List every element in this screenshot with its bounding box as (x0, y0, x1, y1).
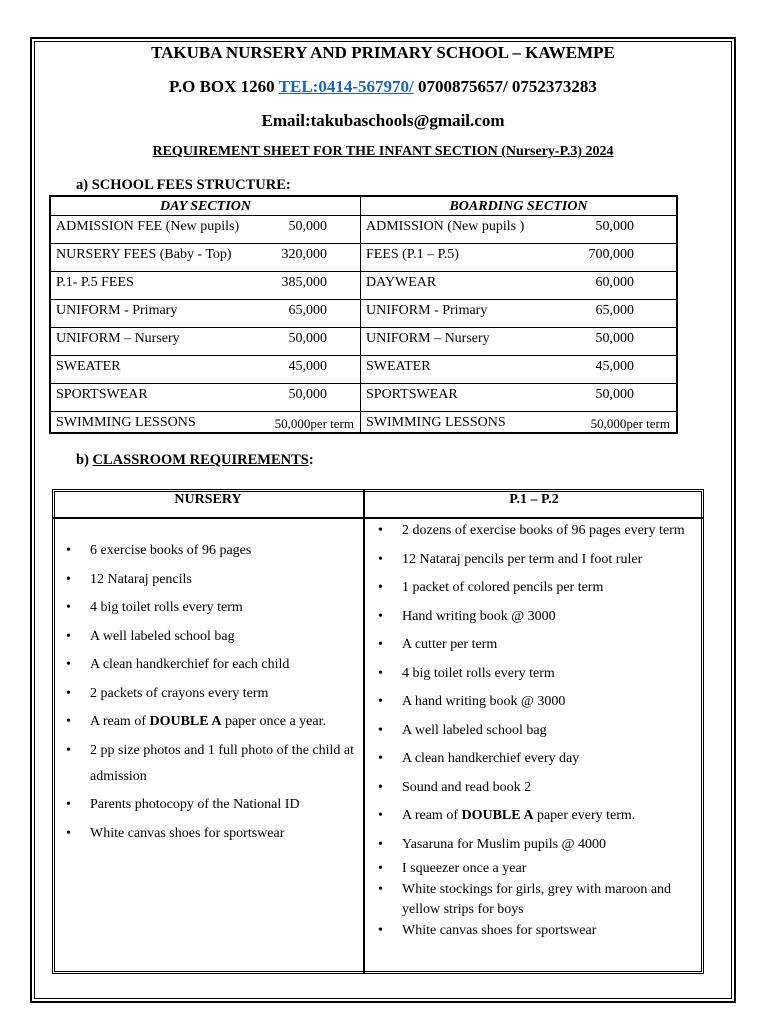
fee-item-label: SWEATER (366, 359, 431, 374)
classroom-section-label (76, 452, 314, 469)
primary-requirement-item: • White canvas shoes for sportswear (365, 921, 703, 941)
school-name: TAKUBA NURSERY AND PRIMARY SCHOOL – KAWEMPE (151, 43, 615, 62)
primary-requirement-item: • Sound and read book 2 (365, 774, 703, 801)
fee-amount: 385,000 (281, 275, 327, 290)
boarding-fee-row (361, 384, 676, 412)
item-text: A ream of (402, 808, 462, 823)
fee-amount: 45,000 (595, 359, 634, 374)
fee-item-label: UNIFORM - Primary (56, 303, 178, 318)
po-box: P.O BOX 1260 (169, 77, 279, 96)
boarding-fee-row (361, 244, 676, 272)
nursery-requirement-item: • A clean handkerchief for each child (53, 652, 359, 678)
fee-amount: 60,000 (595, 275, 634, 290)
fee-amount: 50,000per term (590, 416, 670, 431)
fee-amount: 45,000 (288, 359, 327, 374)
fee-amount: 50,000 (288, 331, 327, 346)
classroom-table (52, 489, 704, 974)
fee-item-label: SPORTSWEAR (56, 387, 148, 402)
nursery-requirement-item (53, 709, 359, 735)
fee-amount: 700,000 (588, 247, 634, 262)
nursery-requirement-item: • 2 packets of crayons every term (53, 681, 359, 707)
nursery-requirement-item: • White canvas shoes for sportswear (53, 821, 359, 847)
primary-requirement-item: • A hand writing book @ 3000 (365, 688, 703, 715)
primary-requirement-item: • White stockings for girls, grey with maroon and yellow strips for boys (365, 880, 703, 920)
fee-item-label: UNIFORM – Nursery (56, 331, 180, 346)
fee-item-label: SPORTSWEAR (366, 387, 458, 402)
fee-item-label: ADMISSION (New pupils ) (366, 219, 525, 234)
nursery-requirement-item: • 6 exercise books of 96 pages (53, 538, 359, 564)
fee-amount: 50,000 (288, 387, 327, 402)
day-fee-row (51, 384, 360, 412)
classroom-section-prefix: b) (76, 452, 93, 468)
item-emphasis: DOUBLE A (149, 714, 222, 729)
item-text: A ream of (90, 714, 150, 729)
primary-requirement-item (365, 802, 703, 829)
fee-item-label: ADMISSION FEE (New pupils) (56, 219, 240, 234)
sheet-title: REQUIREMENT SHEET FOR THE INFANT SECTION (Nursery-P.3) 2024 (152, 144, 614, 159)
fees-section-label: a) SCHOOL FEES STRUCTURE: (76, 177, 291, 193)
nursery-requirement-item: • A well labeled school bag (53, 624, 359, 650)
day-fee-row (51, 300, 360, 328)
fee-item-label: UNIFORM - Primary (366, 303, 488, 318)
phone-numbers: 0700875657/ 0752373283 (413, 77, 597, 96)
fee-item-label: UNIFORM – Nursery (366, 331, 490, 346)
nursery-requirement-item: • Parents photocopy of the National ID (53, 792, 359, 818)
boarding-fee-row (361, 412, 676, 440)
fee-amount: 65,000 (288, 303, 327, 318)
boarding-fee-row (361, 300, 676, 328)
fee-amount: 50,000 (595, 331, 634, 346)
nursery-requirement-item: • 4 big toilet rolls every term (53, 595, 359, 621)
primary-list (365, 517, 703, 942)
fee-item-label: DAYWEAR (366, 275, 437, 290)
fee-amount: 50,000per term (274, 416, 354, 431)
fee-item-label: NURSERY FEES (Baby - Top) (56, 247, 232, 262)
primary-requirement-item: • A well labeled school bag (365, 717, 703, 744)
primary-requirement-item: • Yasaruna for Muslim pupils @ 4000 (365, 831, 703, 858)
primary-requirement-item: • 2 dozens of exercise books of 96 pages every term (365, 517, 703, 544)
fee-amount: 50,000 (595, 387, 634, 402)
primary-requirement-item: • A cutter per term (365, 631, 703, 658)
classroom-section-title: CLASSROOM REQUIREMENTS (92, 452, 309, 468)
primary-requirement-item: • 4 big toilet rolls every term (365, 660, 703, 687)
boarding-section-header: BOARDING SECTION (361, 197, 676, 216)
nursery-requirement-item: • 12 Nataraj pencils (53, 567, 359, 593)
boarding-fee-row (361, 328, 676, 356)
primary-requirement-item: • A clean handkerchief every day (365, 745, 703, 772)
fee-item-label: P.1- P.5 FEES (56, 275, 134, 290)
fee-amount: 50,000 (288, 219, 327, 234)
day-fee-row (51, 216, 360, 244)
tel-link[interactable]: TEL:0414-567970/ (278, 77, 414, 96)
day-fee-row (51, 272, 360, 300)
primary-header: P.1 – P.2 (509, 492, 559, 507)
day-fee-row (51, 356, 360, 384)
email-line: Email:takubaschools@gmail.com (261, 111, 505, 130)
fee-item-label: SWIMMING LESSONS (366, 415, 506, 430)
primary-requirement-item: • I squeezer once a year (365, 859, 703, 879)
primary-requirement-item: • 1 packet of colored pencils per term (365, 574, 703, 601)
primary-requirement-item: • 12 Nataraj pencils per term and I foot ruler (365, 546, 703, 573)
fee-amount: 320,000 (281, 247, 327, 262)
nursery-list (53, 538, 359, 849)
day-section-header: DAY SECTION (51, 197, 360, 216)
fee-item-label: SWEATER (56, 359, 121, 374)
nursery-requirement-item: • 2 pp size photos and 1 full photo of the child at admission (53, 738, 359, 790)
nursery-header: NURSERY (174, 492, 242, 507)
primary-requirement-item: • Hand writing book @ 3000 (365, 603, 703, 630)
fee-item-label: FEES (P.1 – P.5) (366, 247, 459, 262)
fees-table (49, 195, 678, 434)
item-text: paper once a year. (221, 714, 327, 729)
day-fee-row (51, 244, 360, 272)
fee-amount: 50,000 (595, 219, 634, 234)
classroom-section-suffix: : (308, 452, 314, 468)
fee-item-label: SWIMMING LESSONS (56, 415, 196, 430)
item-emphasis: DOUBLE A (461, 808, 534, 823)
day-fee-row (51, 328, 360, 356)
boarding-fee-row (361, 272, 676, 300)
day-fee-row (51, 412, 360, 440)
boarding-fee-row (361, 356, 676, 384)
contact-line (34, 77, 732, 97)
fee-amount: 65,000 (595, 303, 634, 318)
boarding-fee-row (361, 216, 676, 244)
item-text: paper every term. (533, 808, 636, 823)
